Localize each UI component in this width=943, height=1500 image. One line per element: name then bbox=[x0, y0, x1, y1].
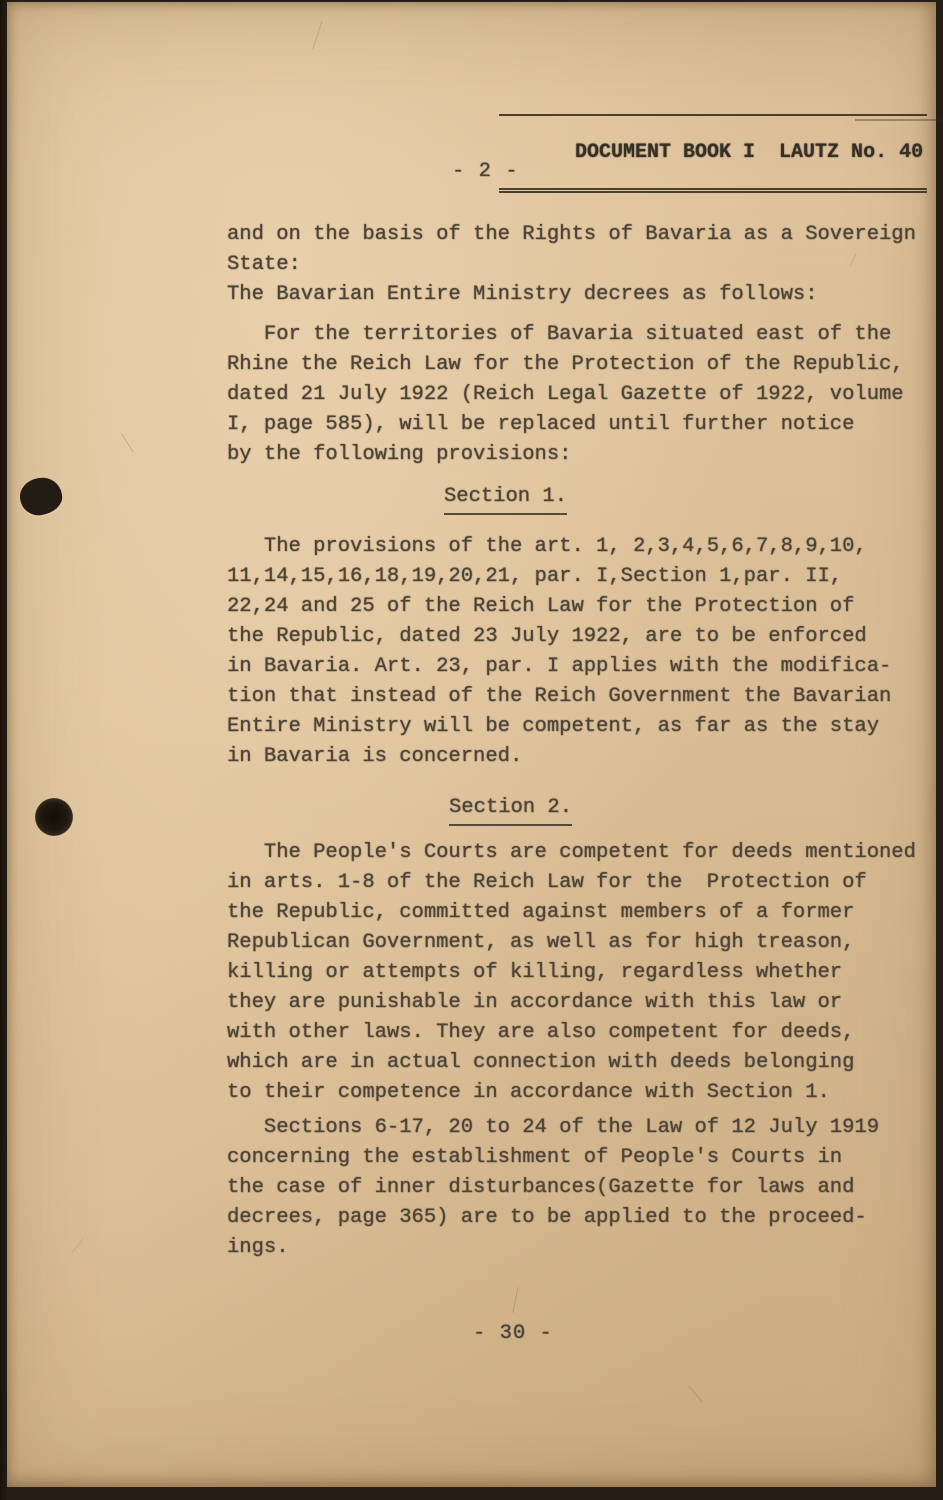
text-line: the Republic, dated 23 July 1922, are to be enforced bbox=[227, 625, 867, 648]
text-line: Republican Government, as well as for high treason, bbox=[227, 931, 855, 954]
page-number-top: - 2 - bbox=[452, 160, 519, 183]
text-line: The provisions of the art. 1, 2,3,4,5,6,7,8,9,10, bbox=[227, 535, 867, 558]
text-line: by the following provisions: bbox=[227, 443, 572, 466]
text-line: the Republic, committed against members of a former bbox=[227, 901, 855, 924]
text-line: ings. bbox=[227, 1236, 289, 1259]
section-heading-text: Section 1. bbox=[444, 482, 567, 515]
section-heading bbox=[227, 793, 927, 826]
text-line: State: bbox=[227, 253, 301, 276]
text-line: in arts. 1-8 of the Reich Law for the Protection of bbox=[227, 871, 867, 894]
paragraph bbox=[227, 532, 927, 772]
stamp-line-extension bbox=[855, 119, 943, 121]
text-line: dated 21 July 1922 (Reich Legal Gazette of 1922, volume bbox=[227, 383, 904, 406]
text-line: killing or attempts of killing, regardless whether bbox=[227, 961, 843, 984]
document-book-stamp bbox=[499, 114, 927, 193]
section-heading-text: Section 2. bbox=[449, 793, 572, 826]
stamp-text: DOCUMENT BOOK I LAUTZ No. 40 bbox=[575, 141, 924, 164]
text-line: For the territories of Bavaria situated east of the bbox=[227, 323, 892, 346]
paragraph bbox=[227, 838, 927, 1108]
punch-hole-bottom bbox=[35, 798, 73, 836]
text-line: and on the basis of the Rights of Bavaria as a Sovereign bbox=[227, 223, 916, 246]
page-number-bottom: - 30 - bbox=[473, 1322, 553, 1345]
section-heading bbox=[227, 482, 927, 515]
paper-fiber bbox=[121, 433, 134, 452]
text-line: Entire Ministry will be competent, as far as the stay bbox=[227, 715, 880, 738]
paragraph bbox=[227, 320, 927, 470]
text-line: in Bavaria is concerned. bbox=[227, 745, 523, 768]
text-line: with other laws. They are also competent for deeds, bbox=[227, 1021, 855, 1044]
text-line: Sections 6-17, 20 to 24 of the Law of 12 July 1919 bbox=[227, 1116, 880, 1139]
text-line: the case of inner disturbances(Gazette for laws and bbox=[227, 1176, 855, 1199]
text-line: decrees, page 365) are to be applied to the proceed- bbox=[227, 1206, 867, 1229]
text-line: in Bavaria. Art. 23, par. I applies with the modifica- bbox=[227, 655, 892, 678]
text-line: they are punishable in accordance with this law or bbox=[227, 991, 843, 1014]
paper-fiber bbox=[689, 1386, 703, 1402]
text-line: which are in actual connection with deeds belonging bbox=[227, 1051, 855, 1074]
text-line: to their competence in accordance with Section 1. bbox=[227, 1081, 830, 1104]
text-line: Rhine the Reich Law for the Protection of the Republic, bbox=[227, 353, 904, 376]
punch-hole-top bbox=[18, 475, 65, 517]
text-line: tion that instead of the Reich Government the Bavarian bbox=[227, 685, 892, 708]
paper-fiber bbox=[312, 21, 322, 50]
text-line: I, page 585), will be replaced until further notice bbox=[227, 413, 855, 436]
document-page bbox=[7, 2, 936, 1487]
paper-fiber bbox=[512, 1287, 518, 1313]
text-line: 22,24 and 25 of the Reich Law for the Protection of bbox=[227, 595, 855, 618]
paragraph bbox=[227, 220, 927, 310]
text-line: The People's Courts are competent for deeds mentioned bbox=[227, 841, 916, 864]
text-line: The Bavarian Entire Ministry decrees as follows: bbox=[227, 283, 818, 306]
paragraph bbox=[227, 1113, 927, 1263]
document-body bbox=[227, 220, 927, 1263]
text-line: 11,14,15,16,18,19,20,21, par. I,Section 1,par. II, bbox=[227, 565, 843, 588]
text-line: concerning the establishment of People's Courts in bbox=[227, 1146, 843, 1169]
paper-fiber bbox=[71, 1239, 83, 1253]
